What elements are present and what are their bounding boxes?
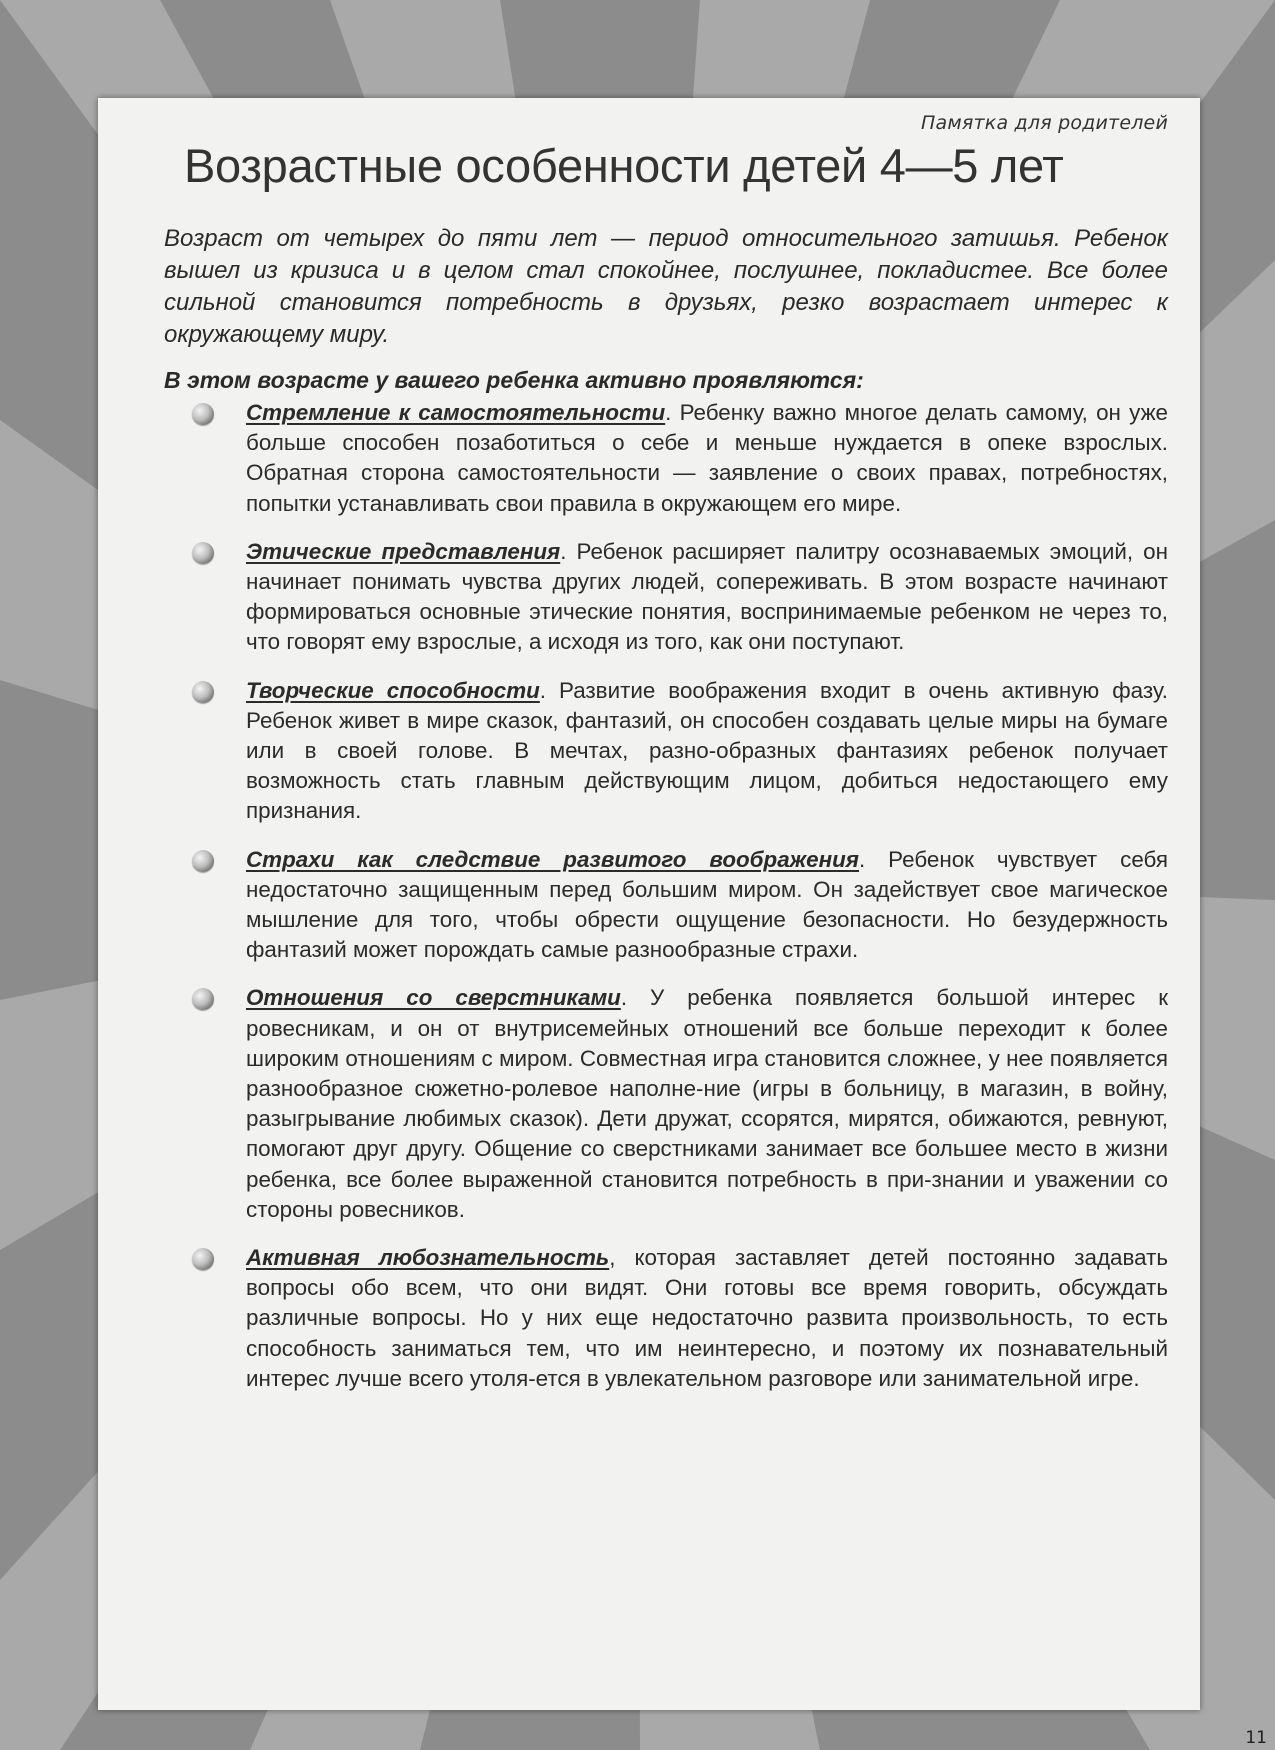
bullet-icon: [192, 1248, 214, 1270]
item-text: . Развитие воображения входит в очень активную фазу. Ребенок живет в мире сказок, фантазий, он способен создавать целые миры на бумаге или в своей голове. В мечтах, разно-образных фантазиях ребенок получает возможность стать главным действующим лицом, добиться недостающего ему признания.: [246, 677, 1169, 824]
list-item: [164, 676, 1168, 827]
item-term: Активная любознательность: [246, 1245, 610, 1271]
item-text: . Ребенок чувствует себя недостаточно защищенным перед большим миром. Он задействует свое магическое мышление для того, чтобы обрести ощущение безопасности. Но безудержность фантазий может порождать самые разнообразные страхи.: [246, 846, 1168, 963]
item-term: Страхи как следствие развитого воображения: [246, 846, 859, 872]
bullet-icon: [192, 403, 214, 425]
list-item: [164, 1243, 1168, 1394]
lead-sentence: В этом возрасте у вашего ребенка активно проявляются:: [164, 367, 864, 393]
header-note: Памятка для родителей: [921, 112, 1168, 134]
item-term: Этические представления: [246, 538, 561, 564]
item-text: . Ребенок расширяет палитру осознаваемых эмоций, он начинает понимать чувства других людей, сопереживать. В этом возрасте начинают формироваться основные этические понятия, воспринимаемые ребенком не через то, что говорят ему взрослые, а исходя из того, как они поступают.: [246, 538, 1169, 655]
item-term: Творческие способности: [246, 677, 540, 703]
item-term: Стремление к самостоятельности: [246, 400, 666, 425]
bullet-icon: [192, 681, 214, 703]
item-text: . У ребенка появляется большой интерес к ровесникам, и он от внутрисемейных отношений все больше переходит к более широким отношениям с миром. Совместная игра становится сложнее, у нее появляется разнообразное сюжетно-ролевое наполне-ние (игры в больницу, в магазин, в войну, разыгрывание любимых сказок). Дети дружат, ссорятся, мирятся, обижаются, ревнуют, помогают друг другу. Общение со сверстниками занимает все большее место в жизни ребенка, все более выраженной становится потребность в при-знании и уважении со стороны ровесников.: [246, 985, 1168, 1222]
bullet-icon: [192, 542, 214, 564]
intro-paragraph: Возраст от четырех до пяти лет — период относительного затишья. Ребенок вышел из кризиса и в целом стал спокойнее, послушнее, покладистее. Все более сильной становится потребность в друзьях, резко возрастает интерес к окружающему миру.: [164, 225, 1168, 348]
document-page: [98, 98, 1200, 1710]
page-number: 11: [1245, 1728, 1267, 1748]
item-text: , которая заставляет детей постоянно задавать вопросы обо всем, что они видят. Они готовы все время говорить, обсуждать различные вопросы. Но у них еще недостаточно развита произвольность, то есть способность заниматься тем, что им неинтересно, и поэтому их познавательный интерес лучше всего утоля-ется в увлекательном разговоре или занимательной игре.: [246, 1245, 1168, 1391]
page-title: Возрастные особенности детей 4—5 лет: [184, 139, 1064, 192]
list-item: [164, 845, 1168, 966]
item-term: Отношения со сверстниками: [246, 985, 621, 1011]
list-item: [164, 983, 1168, 1225]
list-item: [164, 398, 1168, 519]
bullet-icon: [192, 850, 214, 872]
item-text: . Ребенку важно многое делать самому, он уже больше способен позаботиться о себе и меньше нуждается в опеке взрослых. Обратная сторона самостоятельности — заявление о своих правах, потребностях, попытки устанавливать свои правила в окружающем его мире.: [246, 400, 1168, 516]
list-item: [164, 537, 1168, 658]
bullet-icon: [192, 988, 214, 1010]
